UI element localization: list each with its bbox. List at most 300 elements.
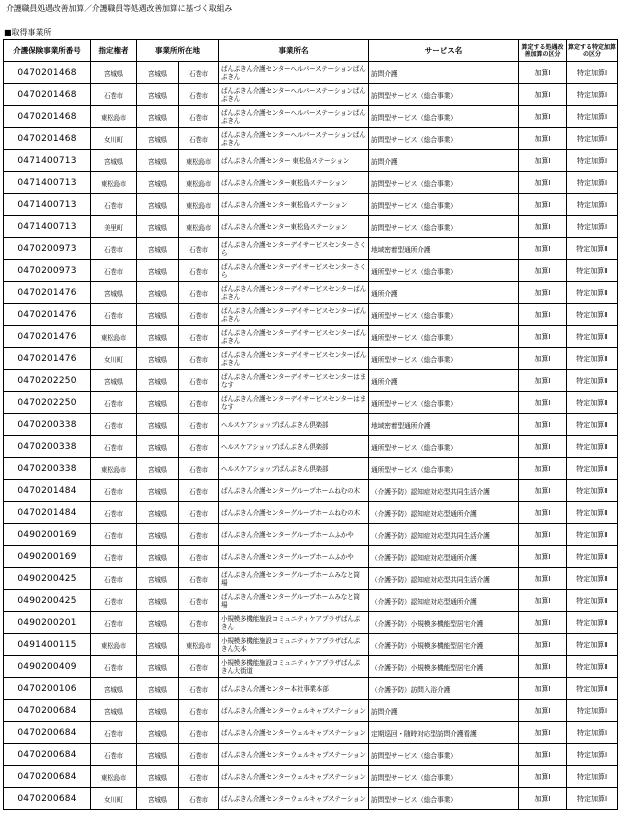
cell-designator: 女川町 bbox=[91, 128, 137, 150]
cell-kaizen-tier: 加算Ⅰ bbox=[519, 546, 567, 568]
cell-kaizen-tier: 加算Ⅰ bbox=[519, 326, 567, 348]
cell-facility-name: ぱんぷきん介護センターヘルパーステーションぱんぷきん bbox=[219, 62, 369, 84]
cell-tokutei-tier: 特定加算Ⅰ bbox=[567, 766, 618, 788]
table-row bbox=[4, 590, 618, 612]
cell-city: 石巻市 bbox=[179, 84, 219, 106]
cell-kaizen-tier: 加算Ⅰ bbox=[519, 128, 567, 150]
cell-tokutei-tier: 特定加算Ⅱ bbox=[567, 282, 618, 304]
table-row bbox=[4, 612, 618, 634]
cell-city: 石巻市 bbox=[179, 458, 219, 480]
cell-service: 訪問型サービス（総合事業） bbox=[369, 172, 519, 194]
cell-designator: 石巻市 bbox=[91, 502, 137, 524]
cell-tokutei-tier: 特定加算Ⅱ bbox=[567, 260, 618, 282]
cell-tokutei-tier: 特定加算Ⅱ bbox=[567, 304, 618, 326]
cell-service: 訪問型サービス（総合事業） bbox=[369, 744, 519, 766]
table-row bbox=[4, 766, 618, 788]
cell-prefecture: 宮城県 bbox=[137, 612, 179, 634]
cell-service: （介護予防）認知症対応型共同生活介護 bbox=[369, 480, 519, 502]
cell-service: （介護予防）認知症対応型共同生活介護 bbox=[369, 524, 519, 546]
cell-number: 0470201476 bbox=[4, 326, 91, 348]
cell-number: 0470201484 bbox=[4, 502, 91, 524]
cell-city: 石巻市 bbox=[179, 480, 219, 502]
cell-city: 石巻市 bbox=[179, 700, 219, 722]
cell-designator: 女川町 bbox=[91, 788, 137, 810]
cell-number: 0470200684 bbox=[4, 788, 91, 810]
table-row bbox=[4, 788, 618, 810]
cell-tokutei-tier: 特定加算Ⅰ bbox=[567, 788, 618, 810]
cell-city: 東松島市 bbox=[179, 634, 219, 656]
cell-facility-name: ぱんぷきん介護センターグループホームねむの木 bbox=[219, 480, 369, 502]
table-row bbox=[4, 678, 618, 700]
cell-facility-name: ぱんぷきん介護センターデイサービスセンターはまなす bbox=[219, 370, 369, 392]
cell-service: 訪問型サービス（総合事業） bbox=[369, 106, 519, 128]
table-row bbox=[4, 128, 618, 150]
cell-service: （介護予防）認知症対応型通所介護 bbox=[369, 502, 519, 524]
cell-number: 0470200973 bbox=[4, 260, 91, 282]
cell-designator: 石巻市 bbox=[91, 744, 137, 766]
table-row bbox=[4, 392, 618, 414]
table-row bbox=[4, 260, 618, 282]
cell-designator: 東松島市 bbox=[91, 634, 137, 656]
cell-city: 石巻市 bbox=[179, 282, 219, 304]
cell-kaizen-tier: 加算Ⅰ bbox=[519, 744, 567, 766]
cell-number: 0490200409 bbox=[4, 656, 91, 678]
cell-city: 東松島市 bbox=[179, 216, 219, 238]
cell-city: 石巻市 bbox=[179, 436, 219, 458]
cell-city: 石巻市 bbox=[179, 326, 219, 348]
cell-kaizen-tier: 加算Ⅰ bbox=[519, 150, 567, 172]
table-row bbox=[4, 84, 618, 106]
cell-service: 訪問型サービス（総合事業） bbox=[369, 194, 519, 216]
cell-facility-name: ぱんぷきん介護センター東松島ステーション bbox=[219, 194, 369, 216]
cell-city: 石巻市 bbox=[179, 568, 219, 590]
cell-number: 0470200684 bbox=[4, 766, 91, 788]
cell-service: 通所型サービス（総合事業） bbox=[369, 392, 519, 414]
cell-number: 0470202250 bbox=[4, 392, 91, 414]
header-number: 介護保険事業所番号 bbox=[4, 40, 91, 62]
table-row bbox=[4, 194, 618, 216]
cell-service: 地域密着型通所介護 bbox=[369, 238, 519, 260]
cell-tokutei-tier: 特定加算Ⅱ bbox=[567, 326, 618, 348]
cell-facility-name: ぱんぷきん介護センターウェルキャブステーション bbox=[219, 722, 369, 744]
cell-prefecture: 宮城県 bbox=[137, 568, 179, 590]
table-row bbox=[4, 370, 618, 392]
cell-facility-name: ぱんぷきん介護センターヘルパーステーションぱんぷきん bbox=[219, 84, 369, 106]
table-row bbox=[4, 546, 618, 568]
cell-designator: 石巻市 bbox=[91, 414, 137, 436]
cell-city: 石巻市 bbox=[179, 62, 219, 84]
cell-kaizen-tier: 加算Ⅰ bbox=[519, 106, 567, 128]
cell-tokutei-tier: 特定加算Ⅱ bbox=[567, 546, 618, 568]
cell-tokutei-tier: 特定加算Ⅱ bbox=[567, 238, 618, 260]
cell-kaizen-tier: 加算Ⅰ bbox=[519, 722, 567, 744]
table-row bbox=[4, 62, 618, 84]
cell-prefecture: 宮城県 bbox=[137, 106, 179, 128]
cell-tokutei-tier: 特定加算Ⅰ bbox=[567, 722, 618, 744]
cell-prefecture: 宮城県 bbox=[137, 150, 179, 172]
cell-city: 石巻市 bbox=[179, 106, 219, 128]
cell-prefecture: 宮城県 bbox=[137, 788, 179, 810]
cell-designator: 石巻市 bbox=[91, 612, 137, 634]
cell-number: 0471400713 bbox=[4, 150, 91, 172]
cell-service: （介護予防）小規模多機能型居宅介護 bbox=[369, 634, 519, 656]
cell-tokutei-tier: 特定加算Ⅱ bbox=[567, 502, 618, 524]
cell-city: 石巻市 bbox=[179, 392, 219, 414]
cell-kaizen-tier: 加算Ⅰ bbox=[519, 348, 567, 370]
cell-service: 通所型サービス（総合事業） bbox=[369, 348, 519, 370]
cell-number: 0470201468 bbox=[4, 106, 91, 128]
cell-facility-name: ぱんぷきん介護センターグループホームみなと筒場 bbox=[219, 590, 369, 612]
cell-facility-name: ヘルスケアショップぱんぷきん倶楽部 bbox=[219, 458, 369, 480]
page-title: 介護職員処遇改善加算／介護職員等処遇改善加算に基づく取組み bbox=[6, 4, 233, 13]
cell-prefecture: 宮城県 bbox=[137, 590, 179, 612]
cell-tokutei-tier: 特定加算Ⅰ bbox=[567, 216, 618, 238]
cell-prefecture: 宮城県 bbox=[137, 348, 179, 370]
cell-prefecture: 宮城県 bbox=[137, 84, 179, 106]
cell-facility-name: ぱんぷきん介護センターヘルパーステーションぱんぷきん bbox=[219, 128, 369, 150]
header-service: サービス名 bbox=[369, 40, 519, 62]
cell-number: 0470201476 bbox=[4, 304, 91, 326]
cell-tokutei-tier: 特定加算Ⅱ bbox=[567, 370, 618, 392]
cell-kaizen-tier: 加算Ⅰ bbox=[519, 766, 567, 788]
cell-number: 0471400713 bbox=[4, 172, 91, 194]
cell-designator: 宮城県 bbox=[91, 62, 137, 84]
cell-service: 訪問型サービス（総合事業） bbox=[369, 766, 519, 788]
cell-designator: 石巻市 bbox=[91, 722, 137, 744]
cell-number: 0470200338 bbox=[4, 458, 91, 480]
cell-service: 定期巡回・随時対応型訪問介護看護 bbox=[369, 722, 519, 744]
cell-prefecture: 宮城県 bbox=[137, 62, 179, 84]
cell-prefecture: 宮城県 bbox=[137, 392, 179, 414]
cell-service: 通所型サービス（総合事業） bbox=[369, 458, 519, 480]
table-row bbox=[4, 238, 618, 260]
cell-designator: 宮城県 bbox=[91, 370, 137, 392]
cell-tokutei-tier: 特定加算Ⅰ bbox=[567, 744, 618, 766]
cell-number: 0490200201 bbox=[4, 612, 91, 634]
cell-city: 石巻市 bbox=[179, 788, 219, 810]
cell-kaizen-tier: 加算Ⅰ bbox=[519, 260, 567, 282]
table-row bbox=[4, 568, 618, 590]
cell-service: （介護予防）小規模多機能型居宅介護 bbox=[369, 612, 519, 634]
cell-facility-name: ぱんぷきん介護センターデイサービスセンターさくら bbox=[219, 260, 369, 282]
cell-facility-name: ぱんぷきん介護センターウェルキャブステーション bbox=[219, 766, 369, 788]
cell-city: 石巻市 bbox=[179, 612, 219, 634]
cell-service: 訪問型サービス（総合事業） bbox=[369, 216, 519, 238]
cell-number: 0490200169 bbox=[4, 524, 91, 546]
cell-designator: 石巻市 bbox=[91, 238, 137, 260]
table-row bbox=[4, 172, 618, 194]
cell-city: 石巻市 bbox=[179, 678, 219, 700]
cell-prefecture: 宮城県 bbox=[137, 304, 179, 326]
table-row bbox=[4, 216, 618, 238]
cell-facility-name: ぱんぷきん介護センターグループホームふかや bbox=[219, 546, 369, 568]
cell-tokutei-tier: 特定加算Ⅰ bbox=[567, 700, 618, 722]
cell-service: 地域密着型通所介護 bbox=[369, 414, 519, 436]
cell-designator: 石巻市 bbox=[91, 260, 137, 282]
cell-service: 訪問介護 bbox=[369, 62, 519, 84]
cell-number: 0470201468 bbox=[4, 62, 91, 84]
cell-designator: 東松島市 bbox=[91, 172, 137, 194]
cell-service: 訪問型サービス（総合事業） bbox=[369, 128, 519, 150]
cell-facility-name: ぱんぷきん介護センターグループホームふかや bbox=[219, 524, 369, 546]
cell-tokutei-tier: 特定加算Ⅱ bbox=[567, 392, 618, 414]
cell-service: 通所型サービス（総合事業） bbox=[369, 260, 519, 282]
cell-number: 0470200684 bbox=[4, 700, 91, 722]
cell-prefecture: 宮城県 bbox=[137, 370, 179, 392]
table-header-row bbox=[4, 40, 618, 62]
cell-prefecture: 宮城県 bbox=[137, 458, 179, 480]
cell-city: 東松島市 bbox=[179, 194, 219, 216]
cell-facility-name: 小規模多機能施設コミュニティケアプラザぱんぷきん bbox=[219, 612, 369, 634]
table-row bbox=[4, 700, 618, 722]
cell-tokutei-tier: 特定加算Ⅱ bbox=[567, 480, 618, 502]
cell-designator: 女川町 bbox=[91, 348, 137, 370]
cell-prefecture: 宮城県 bbox=[137, 216, 179, 238]
cell-kaizen-tier: 加算Ⅰ bbox=[519, 480, 567, 502]
cell-city: 石巻市 bbox=[179, 128, 219, 150]
cell-service: 訪問型サービス（総合事業） bbox=[369, 788, 519, 810]
cell-number: 0470201476 bbox=[4, 348, 91, 370]
cell-number: 0470200338 bbox=[4, 436, 91, 458]
cell-city: 石巻市 bbox=[179, 348, 219, 370]
cell-tokutei-tier: 特定加算Ⅱ bbox=[567, 590, 618, 612]
cell-designator: 石巻市 bbox=[91, 590, 137, 612]
cell-number: 0470200106 bbox=[4, 678, 91, 700]
cell-prefecture: 宮城県 bbox=[137, 546, 179, 568]
cell-designator: 石巻市 bbox=[91, 436, 137, 458]
cell-facility-name: ぱんぷきん介護センターグループホームみなと筒場 bbox=[219, 568, 369, 590]
cell-number: 0470202250 bbox=[4, 370, 91, 392]
cell-designator: 東松島市 bbox=[91, 458, 137, 480]
cell-facility-name: ぱんぷきん介護センターデイサービスセンターはまなす bbox=[219, 392, 369, 414]
cell-city: 東松島市 bbox=[179, 172, 219, 194]
cell-city: 石巻市 bbox=[179, 370, 219, 392]
cell-designator: 東松島市 bbox=[91, 326, 137, 348]
cell-tokutei-tier: 特定加算Ⅱ bbox=[567, 612, 618, 634]
cell-facility-name: ぱんぷきん介護センターデイサービスセンターぱんぷきん bbox=[219, 326, 369, 348]
table-row bbox=[4, 414, 618, 436]
cell-designator: 石巻市 bbox=[91, 568, 137, 590]
cell-city: 石巻市 bbox=[179, 524, 219, 546]
cell-tokutei-tier: 特定加算Ⅱ bbox=[567, 524, 618, 546]
cell-kaizen-tier: 加算Ⅰ bbox=[519, 634, 567, 656]
table-row bbox=[4, 722, 618, 744]
cell-number: 0490200169 bbox=[4, 546, 91, 568]
table-row bbox=[4, 524, 618, 546]
cell-prefecture: 宮城県 bbox=[137, 260, 179, 282]
cell-kaizen-tier: 加算Ⅰ bbox=[519, 788, 567, 810]
cell-tokutei-tier: 特定加算Ⅰ bbox=[567, 172, 618, 194]
table-row bbox=[4, 480, 618, 502]
cell-prefecture: 宮城県 bbox=[137, 194, 179, 216]
cell-kaizen-tier: 加算Ⅰ bbox=[519, 392, 567, 414]
header-location: 事業所所在地 bbox=[137, 40, 219, 62]
table-row bbox=[4, 106, 618, 128]
cell-tokutei-tier: 特定加算Ⅰ bbox=[567, 150, 618, 172]
table-row bbox=[4, 634, 618, 656]
cell-number: 0470200684 bbox=[4, 722, 91, 744]
cell-facility-name: ヘルスケアショップぱんぷきん倶楽部 bbox=[219, 436, 369, 458]
cell-facility-name: ぱんぷきん介護センターデイサービスセンターぱんぷきん bbox=[219, 282, 369, 304]
table-row bbox=[4, 458, 618, 480]
cell-facility-name: ぱんぷきん介護センターデイサービスセンターさくら bbox=[219, 238, 369, 260]
facility-table bbox=[3, 39, 618, 810]
table-row bbox=[4, 436, 618, 458]
cell-prefecture: 宮城県 bbox=[137, 436, 179, 458]
cell-designator: 石巻市 bbox=[91, 480, 137, 502]
cell-city: 石巻市 bbox=[179, 414, 219, 436]
cell-city: 石巻市 bbox=[179, 502, 219, 524]
cell-tokutei-tier: 特定加算Ⅱ bbox=[567, 436, 618, 458]
header-name: 事業所名 bbox=[219, 40, 369, 62]
cell-facility-name: ぱんぷきん介護センターウェルキャブステーション bbox=[219, 700, 369, 722]
cell-tokutei-tier: 特定加算Ⅱ bbox=[567, 656, 618, 678]
cell-kaizen-tier: 加算Ⅰ bbox=[519, 436, 567, 458]
cell-kaizen-tier: 加算Ⅰ bbox=[519, 590, 567, 612]
cell-city: 石巻市 bbox=[179, 590, 219, 612]
cell-facility-name: ぱんぷきん介護センターウェルキャブステーション bbox=[219, 788, 369, 810]
cell-number: 0490200425 bbox=[4, 568, 91, 590]
cell-number: 0470200684 bbox=[4, 744, 91, 766]
cell-tokutei-tier: 特定加算Ⅱ bbox=[567, 458, 618, 480]
cell-kaizen-tier: 加算Ⅰ bbox=[519, 568, 567, 590]
cell-city: 石巻市 bbox=[179, 722, 219, 744]
cell-facility-name: 小規模多機能施設コミュニティケアプラザぱんぷきん矢本 bbox=[219, 634, 369, 656]
cell-kaizen-tier: 加算Ⅰ bbox=[519, 458, 567, 480]
cell-facility-name: ぱんぷきん介護センター本社事業本部 bbox=[219, 678, 369, 700]
cell-kaizen-tier: 加算Ⅰ bbox=[519, 62, 567, 84]
cell-kaizen-tier: 加算Ⅰ bbox=[519, 304, 567, 326]
header-tokutei: 算定する特定加算の区分 bbox=[567, 40, 618, 62]
cell-facility-name: ぱんぷきん介護センター東松島ステーション bbox=[219, 216, 369, 238]
cell-kaizen-tier: 加算Ⅰ bbox=[519, 194, 567, 216]
cell-city: 東松島市 bbox=[179, 150, 219, 172]
table-row bbox=[4, 326, 618, 348]
cell-service: 通所介護 bbox=[369, 370, 519, 392]
cell-designator: 宮城県 bbox=[91, 678, 137, 700]
cell-kaizen-tier: 加算Ⅰ bbox=[519, 216, 567, 238]
cell-tokutei-tier: 特定加算Ⅰ bbox=[567, 194, 618, 216]
cell-kaizen-tier: 加算Ⅰ bbox=[519, 414, 567, 436]
cell-designator: 美里町 bbox=[91, 216, 137, 238]
cell-prefecture: 宮城県 bbox=[137, 172, 179, 194]
header-designator: 指定権者 bbox=[91, 40, 137, 62]
cell-kaizen-tier: 加算Ⅰ bbox=[519, 172, 567, 194]
cell-city: 石巻市 bbox=[179, 656, 219, 678]
cell-facility-name: ぱんぷきん介護センターグループホームねむの木 bbox=[219, 502, 369, 524]
cell-service: 訪問介護 bbox=[369, 150, 519, 172]
cell-designator: 石巻市 bbox=[91, 546, 137, 568]
cell-prefecture: 宮城県 bbox=[137, 326, 179, 348]
cell-tokutei-tier: 特定加算Ⅱ bbox=[567, 568, 618, 590]
cell-designator: 宮城県 bbox=[91, 700, 137, 722]
cell-tokutei-tier: 特定加算Ⅱ bbox=[567, 348, 618, 370]
cell-designator: 東松島市 bbox=[91, 766, 137, 788]
cell-prefecture: 宮城県 bbox=[137, 502, 179, 524]
cell-prefecture: 宮城県 bbox=[137, 414, 179, 436]
cell-number: 0470201476 bbox=[4, 282, 91, 304]
cell-kaizen-tier: 加算Ⅰ bbox=[519, 282, 567, 304]
cell-city: 石巻市 bbox=[179, 238, 219, 260]
cell-number: 0491400115 bbox=[4, 634, 91, 656]
cell-kaizen-tier: 加算Ⅰ bbox=[519, 238, 567, 260]
cell-designator: 石巻市 bbox=[91, 194, 137, 216]
cell-tokutei-tier: 特定加算Ⅱ bbox=[567, 634, 618, 656]
cell-designator: 石巻市 bbox=[91, 524, 137, 546]
cell-service: 通所介護 bbox=[369, 282, 519, 304]
cell-tokutei-tier: 特定加算Ⅰ bbox=[567, 106, 618, 128]
cell-kaizen-tier: 加算Ⅰ bbox=[519, 370, 567, 392]
table-body bbox=[4, 62, 618, 810]
cell-service: （介護予防）小規模多機能型居宅介護 bbox=[369, 656, 519, 678]
cell-kaizen-tier: 加算Ⅰ bbox=[519, 656, 567, 678]
cell-prefecture: 宮城県 bbox=[137, 524, 179, 546]
section-label: ■取得事業所 bbox=[4, 28, 52, 37]
cell-designator: 石巻市 bbox=[91, 392, 137, 414]
cell-prefecture: 宮城県 bbox=[137, 744, 179, 766]
cell-service: （介護予防）認知症対応型通所介護 bbox=[369, 546, 519, 568]
cell-designator: 石巻市 bbox=[91, 656, 137, 678]
cell-facility-name: ぱんぷきん介護センター 東松島ステーション bbox=[219, 150, 369, 172]
table-row bbox=[4, 502, 618, 524]
cell-designator: 石巻市 bbox=[91, 84, 137, 106]
cell-number: 0470201468 bbox=[4, 128, 91, 150]
cell-kaizen-tier: 加算Ⅰ bbox=[519, 612, 567, 634]
cell-service: 訪問型サービス（総合事業） bbox=[369, 84, 519, 106]
cell-number: 0471400713 bbox=[4, 194, 91, 216]
cell-tokutei-tier: 特定加算Ⅰ bbox=[567, 84, 618, 106]
cell-tokutei-tier: 特定加算Ⅱ bbox=[567, 678, 618, 700]
header-kaizen: 算定する処遇改善加算の区分 bbox=[519, 40, 567, 62]
cell-prefecture: 宮城県 bbox=[137, 700, 179, 722]
cell-city: 石巻市 bbox=[179, 766, 219, 788]
table-row bbox=[4, 150, 618, 172]
cell-designator: 宮城県 bbox=[91, 150, 137, 172]
cell-tokutei-tier: 特定加算Ⅱ bbox=[567, 414, 618, 436]
cell-city: 石巻市 bbox=[179, 546, 219, 568]
cell-service: （介護予防）認知症対応型共同生活介護 bbox=[369, 568, 519, 590]
cell-prefecture: 宮城県 bbox=[137, 480, 179, 502]
cell-service: 通所型サービス（総合事業） bbox=[369, 304, 519, 326]
cell-tokutei-tier: 特定加算Ⅰ bbox=[567, 62, 618, 84]
cell-city: 石巻市 bbox=[179, 304, 219, 326]
cell-prefecture: 宮城県 bbox=[137, 282, 179, 304]
table-row bbox=[4, 304, 618, 326]
cell-facility-name: ぱんぷきん介護センターデイサービスセンターぱんぷきん bbox=[219, 304, 369, 326]
cell-number: 0471400713 bbox=[4, 216, 91, 238]
table-row bbox=[4, 348, 618, 370]
cell-service: 訪問介護 bbox=[369, 700, 519, 722]
cell-designator: 石巻市 bbox=[91, 304, 137, 326]
cell-facility-name: ヘルスケアショップぱんぷきん倶楽部 bbox=[219, 414, 369, 436]
cell-facility-name: ぱんぷきん介護センターデイサービスセンターぱんぷきん bbox=[219, 348, 369, 370]
cell-prefecture: 宮城県 bbox=[137, 678, 179, 700]
cell-service: （介護予防）認知症対応型通所介護 bbox=[369, 590, 519, 612]
cell-prefecture: 宮城県 bbox=[137, 656, 179, 678]
cell-service: 通所型サービス（総合事業） bbox=[369, 326, 519, 348]
cell-prefecture: 宮城県 bbox=[137, 766, 179, 788]
cell-kaizen-tier: 加算Ⅰ bbox=[519, 678, 567, 700]
table-row bbox=[4, 282, 618, 304]
cell-tokutei-tier: 特定加算Ⅰ bbox=[567, 128, 618, 150]
cell-number: 0470201484 bbox=[4, 480, 91, 502]
cell-designator: 東松島市 bbox=[91, 106, 137, 128]
table-row bbox=[4, 656, 618, 678]
cell-service: 通所型サービス（総合事業） bbox=[369, 436, 519, 458]
cell-city: 石巻市 bbox=[179, 260, 219, 282]
table-row bbox=[4, 744, 618, 766]
cell-kaizen-tier: 加算Ⅰ bbox=[519, 84, 567, 106]
